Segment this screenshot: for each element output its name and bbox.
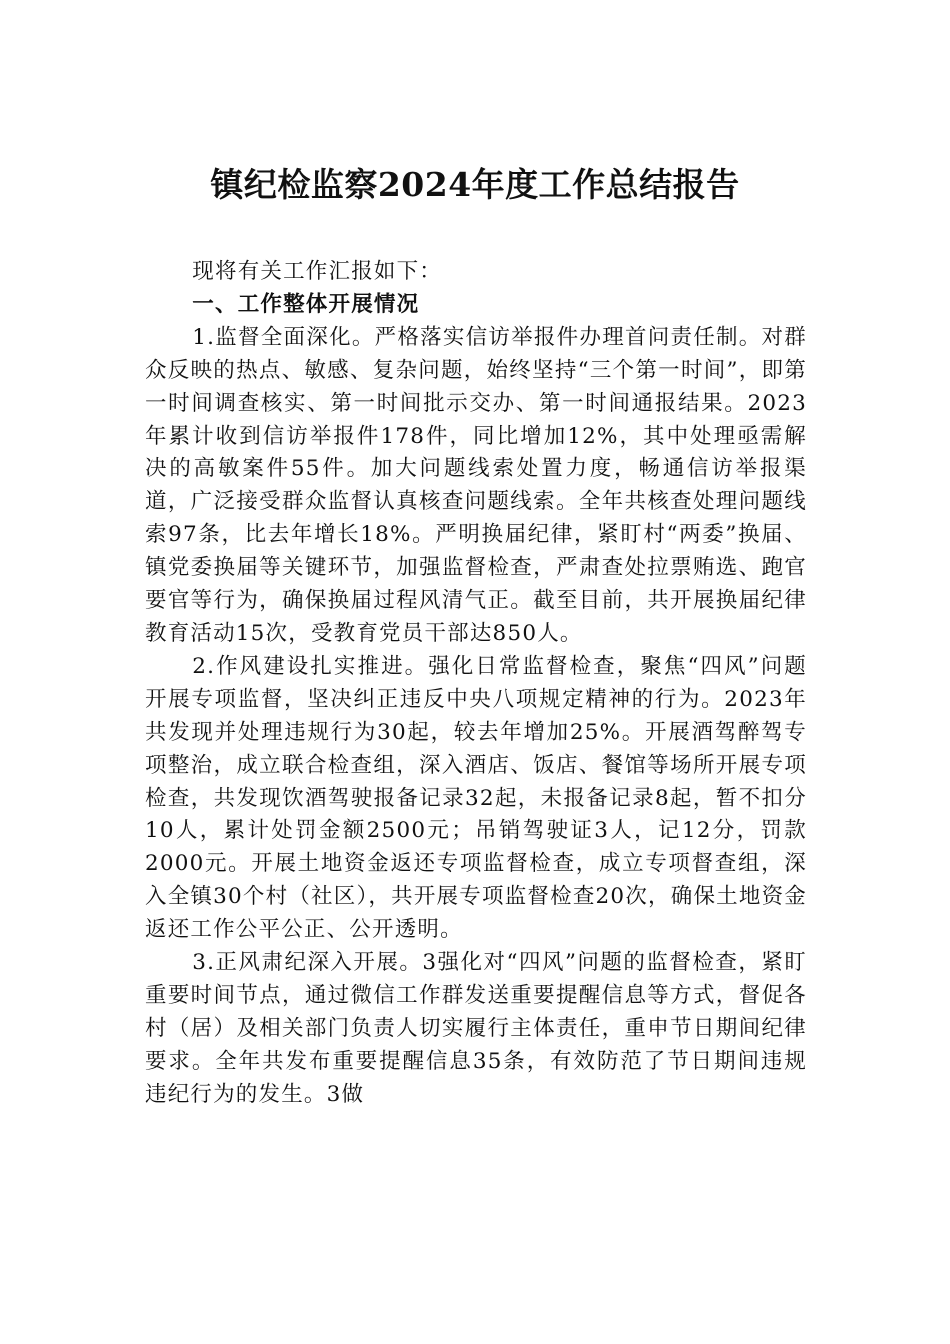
- document-title: 镇纪检监察2024年度工作总结报告: [210, 165, 740, 204]
- paragraph-discipline: 3.正风肃纪深入开展。3强化对“四风”问题的监督检查，紧盯重要时间节点，通过微信工作群发送重要提醒信息等方式，督促各村（居）及相关部门负责人切实履行主体责任，重申节日期间纪律要求。全年共发布重要提醒信息35条，有效防范了节日期间违规违纪行为的发生。3做: [145, 950, 807, 1107]
- section-heading: 一、工作整体开展情况: [192, 291, 420, 317]
- paragraph-work-style: 2.作风建设扎实推进。强化日常监督检查，聚焦“四风”问题开展专项监督，坚决纠正违反中央八项规定精神的行为。2023年共发现并处理违规行为30起，较去年增加25%。开展酒驾醉驾专项整治，成立联合检查组，深入酒店、饭店、餐馆等场所开展专项检查，共发现饮酒驾驶报备记录32起，未报备记录8起，暂不扣分10人，累计处罚金额2500元；吊销驾驶证3人，记12分，罚款2000元。开展土地资金返还专项监督检查，成立专项督查组，深入全镇30个村（社区），共开展专项监督检查20次，确保土地资金返还工作公平公正、公开透明。: [145, 653, 807, 943]
- document-body: [145, 256, 807, 1112]
- paragraph-supervision: 1.监督全面深化。严格落实信访举报件办理首问责任制。对群众反映的热点、敏感、复杂问题，始终坚持“三个第一时间”，即第一时间调查核实、第一时间批示交办、第一时间通报结果。2023年累计收到信访举报件178件，同比增加12%，其中处理亟需解决的高敏案件55件。加大问题线索处置力度，畅通信访举报渠道，广泛接受群众监督认真核查问题线索。全年共核查处理问题线索97条，比去年增长18%。严明换届纪律，紧盯村“两委”换届、镇党委换届等关键环节，加强监督检查，严肃查处拉票贿选、跑官要官等行为，确保换届过程风清气正。截至目前，共开展换届纪律教育活动15次，受教育党员干部达850人。: [145, 324, 807, 646]
- intro-paragraph: 现将有关工作汇报如下：: [192, 259, 442, 284]
